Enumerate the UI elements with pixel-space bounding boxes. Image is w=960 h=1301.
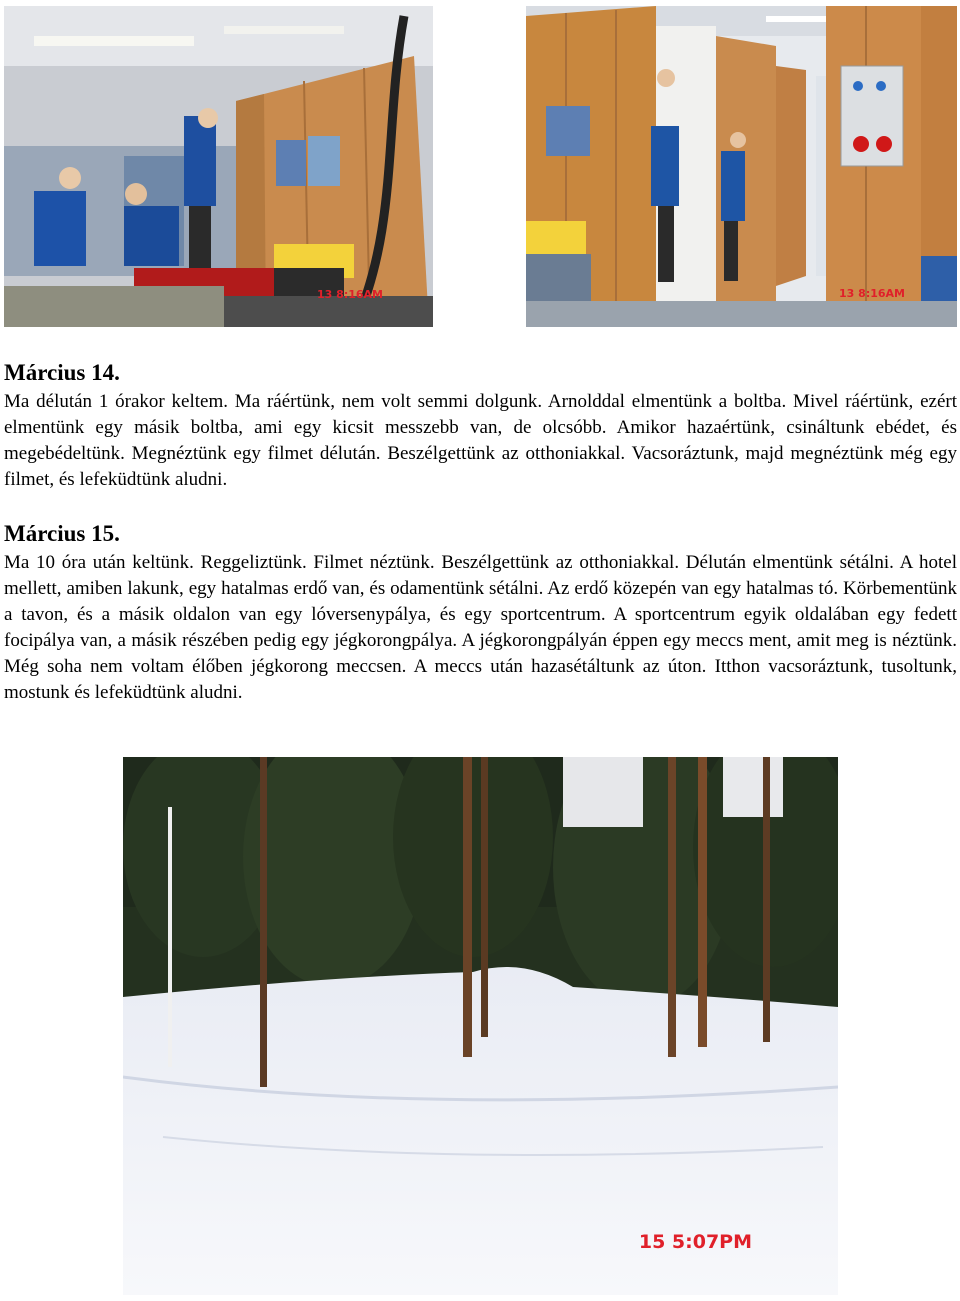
snowy-forest-illustration xyxy=(123,757,838,1295)
entry-text: Ma 10 óra után keltünk. Reggeliztünk. Filmet néztünk. Beszélgettünk az otthoniakkal. Délután elmentünk sétálni. A hotel mellett, amiben lakunk, egy hatalmas erdő van, és odamentünk sétálni. Az erdő közepén van egy hatalmas tó. Körbementünk a tavon, és a másik oldalon van egy lóversenypálya, és egy sportcentrum. A sportcentrum egyik oldalában egy fedett focipálya van, a másik részében pedig egy jégkorongpálya. A jégkorongpályán éppen egy meccs ment, amit meg is néztünk. Még soha nem voltam élőben jégkorong meccsen. A meccs után hazasétáltunk az úton. Itthon vacsoráztunk, tusoltunk, mostunk és lefeküdtünk aludni. xyxy=(4,552,957,703)
photo-timestamp: 13 8:16AM xyxy=(839,287,905,300)
entry-date-heading: Március 14. xyxy=(4,360,120,385)
snowy-forest-photo xyxy=(123,757,838,1295)
diary-entry xyxy=(4,520,957,706)
diary-entry xyxy=(4,359,957,493)
workshop-right-illustration xyxy=(526,6,957,327)
workshop-photo-right xyxy=(526,6,957,327)
workshop-photo-left xyxy=(4,6,433,327)
photo-timestamp: 13 8:16AM xyxy=(317,288,383,301)
entry-date-heading: Március 15. xyxy=(4,521,120,546)
photo-timestamp: 15 5:07PM xyxy=(638,1231,752,1253)
workshop-left-illustration xyxy=(4,6,433,327)
entry-text: Ma délután 1 órakor keltem. Ma ráértünk, nem volt semmi dolgunk. Arnolddal elmentünk a boltba. Mivel ráértünk, ezért elmentünk egy másik boltba, ami egy kicsit messzebb van, de olcsóbb. Amikor hazaértünk, csináltunk ebédet, és megebédeltünk. Megnéztünk egy filmet délután. Beszélgettünk az otthoniakkal. Vacsoráztunk, majd megnéztünk még egy filmet, és lefeküdtünk aludni. xyxy=(4,391,957,490)
